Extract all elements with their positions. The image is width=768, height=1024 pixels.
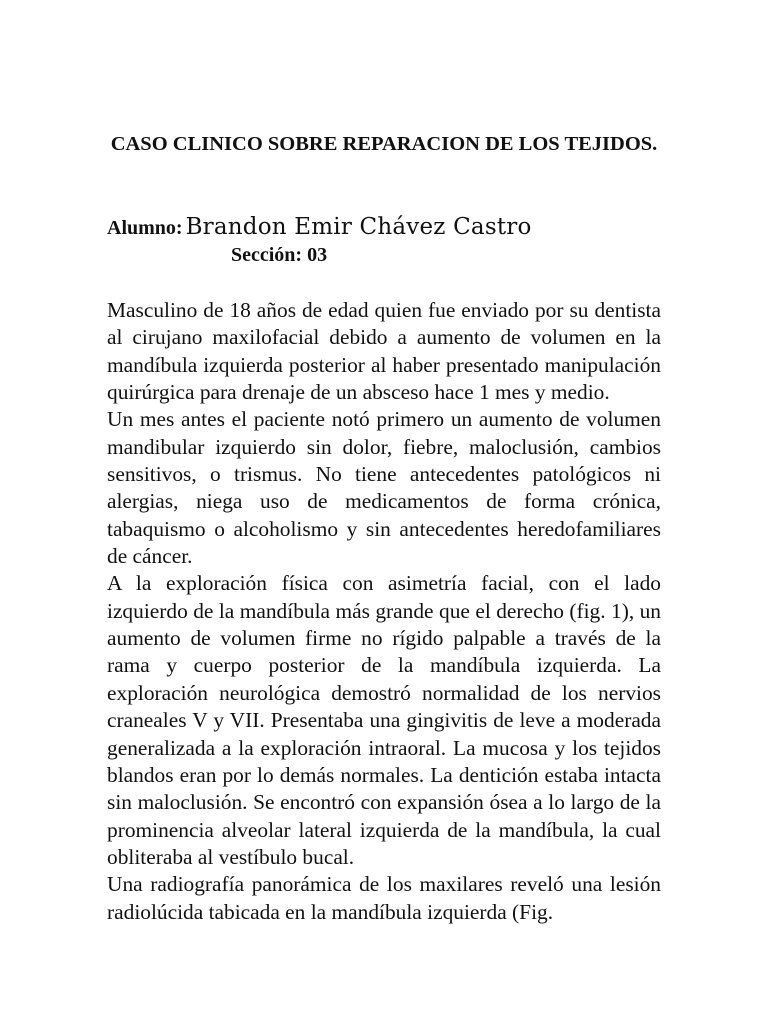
paragraph: Masculino de 18 años de edad quien fue enviado por su dentista al cirujano maxilofacial debido a aumento de volumen en la mandíbula izquierda posterior al haber presentado manipulación quirúrgica para drenaje de un absceso hace 1 mes y medio. — [107, 298, 661, 405]
document-body — [107, 297, 661, 926]
paragraph: A la exploración física con asimetría facial, con el lado izquierdo de la mandíbula más grande que el derecho (fig. 1), un aumento de volumen firme no rígido palpable a través de la rama y cuerpo posterior de la mandíbula izquierda. La exploración neurológica demostró normalidad de los nervios craneales V y VII. Presentaba una gingivitis de leve a moderada generalizada a la exploración intraoral. La mucosa y los tejidos blandos eran por lo demás normales. La dentición estaba intacta sin maloclusión. Se encontró con expansión ósea a lo largo de la prominencia alveolar lateral izquierda de la mandíbula, la cual obliteraba al vestíbulo bucal. — [107, 571, 661, 869]
paragraph: Una radiografía panorámica de los maxilares reveló una lesión radiolúcida tabicada en la mandíbula izquierda (Fig. — [107, 872, 661, 924]
document-title: CASO CLINICO SOBRE REPARACION DE LOS TEJIDOS. — [110, 133, 658, 155]
author-name: Brandon Emir Chávez Castro — [185, 214, 532, 240]
author-line — [107, 212, 532, 245]
section-label: Sección: 03 — [231, 244, 328, 266]
author-label: Alumno: — [107, 217, 183, 239]
paragraph: Un mes antes el paciente notó primero un aumento de volumen mandibular izquierdo sin dolor, fiebre, maloclusión, cambios sensitivos, o trismus. No tiene antecedentes patológicos ni alergias, niega uso de medicamentos de forma crónica, tabaquismo o alcoholismo y sin antecedentes heredofamiliares de cáncer. — [107, 407, 661, 569]
